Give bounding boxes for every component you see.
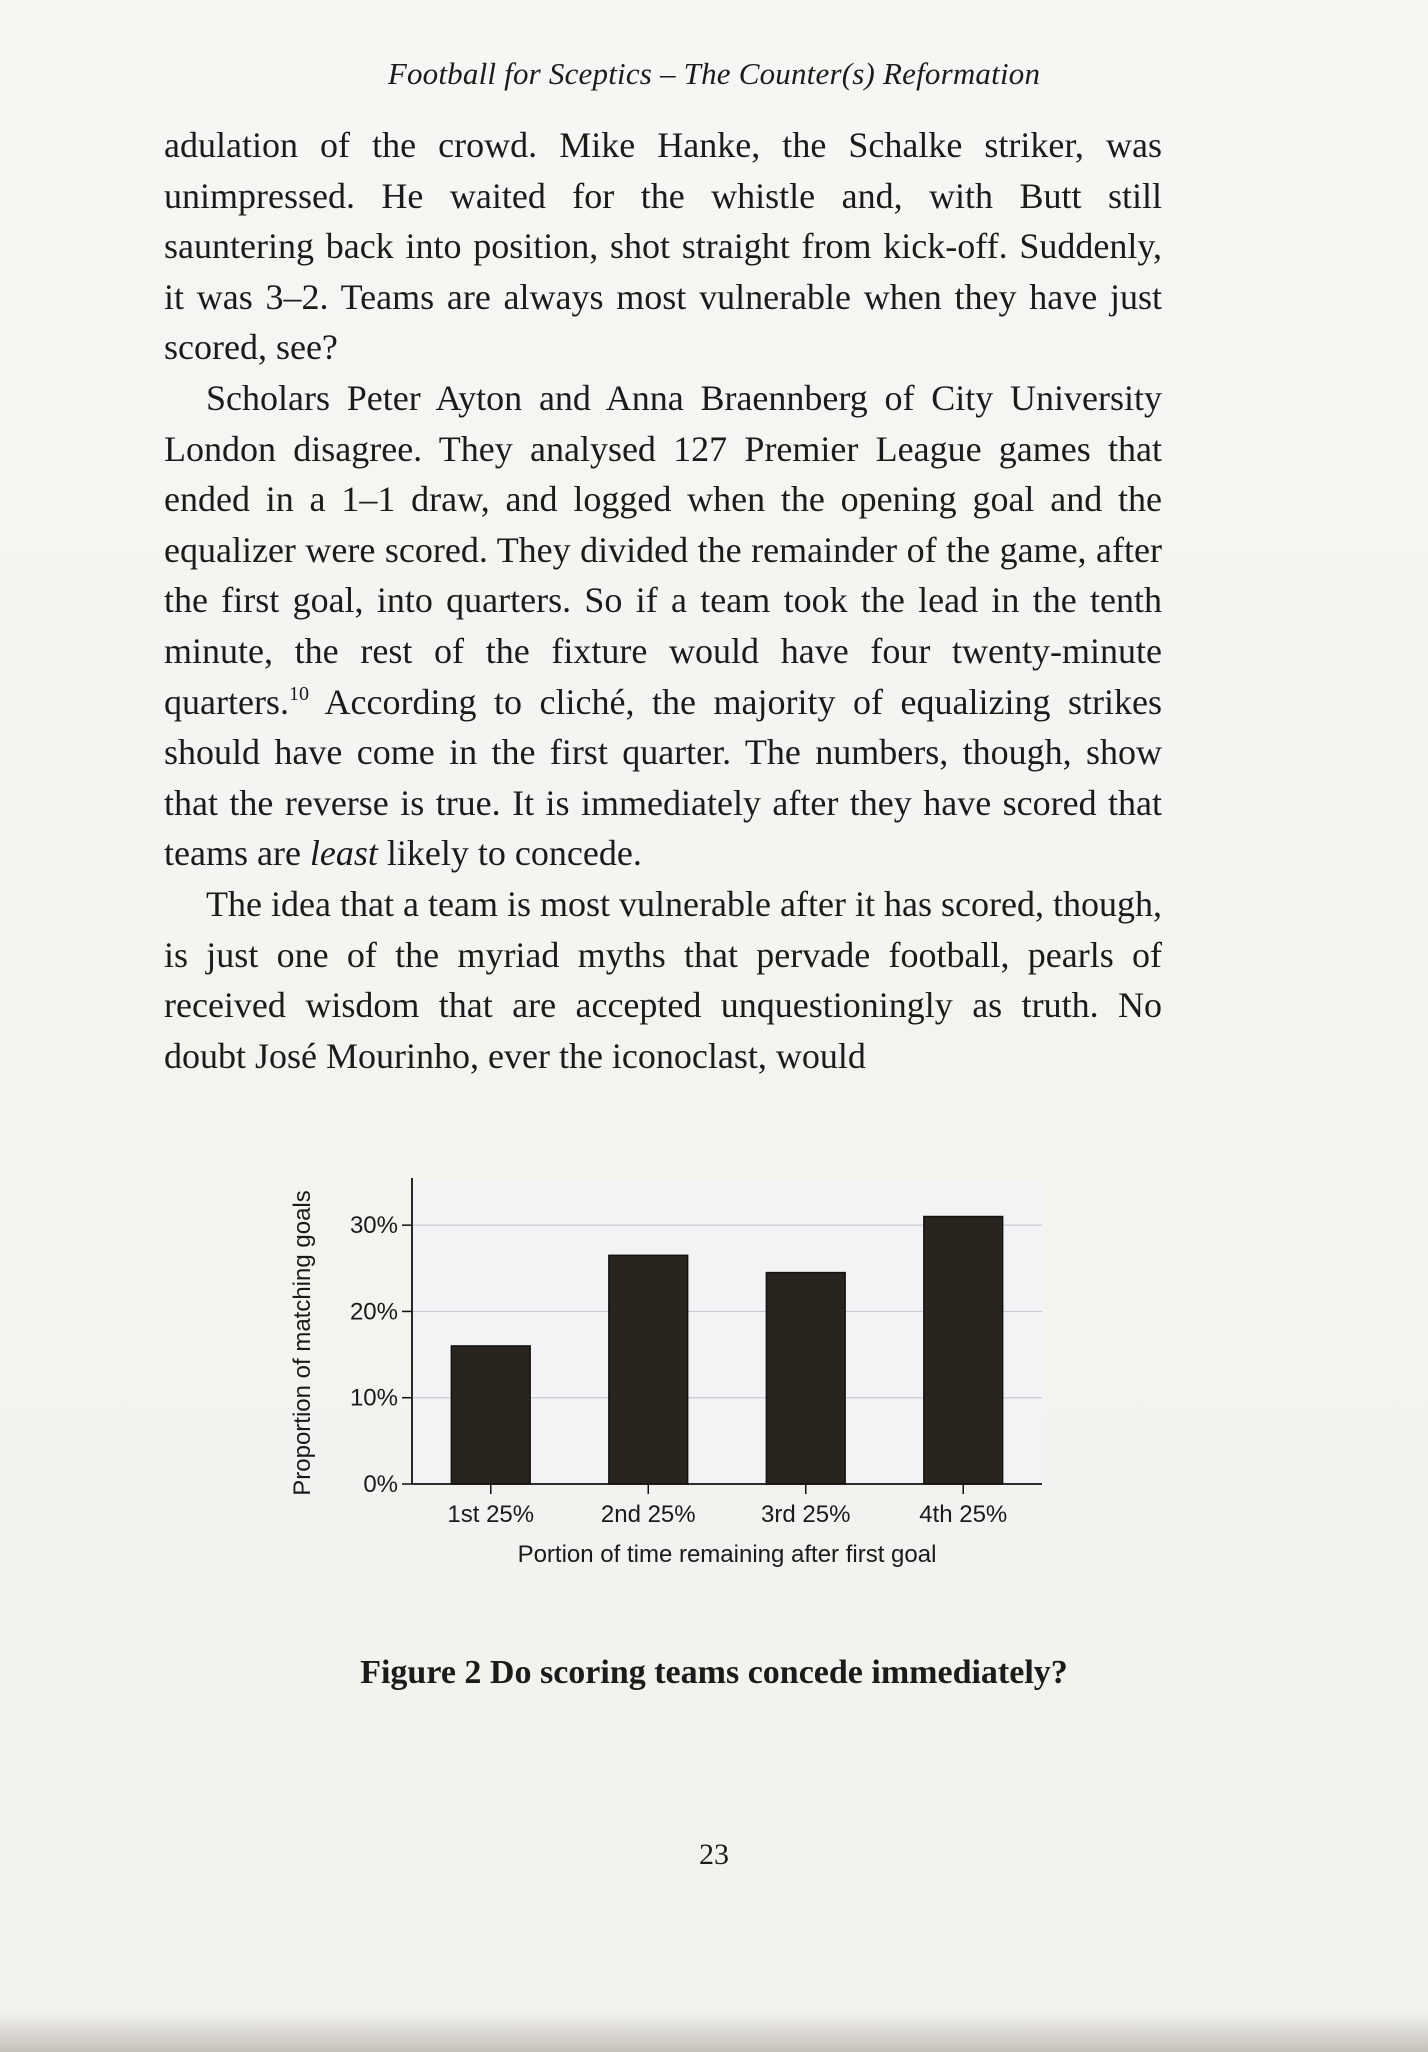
text-run: adulation of the crowd. Mike Hanke, the Schalke striker, was unimpressed. He waited for the whistle and, with Butt still sauntering back into position, shot straight from kick-off. Suddenly, it was 3–2. Teams are always most vulnerable when they have just scored, see? — [164, 125, 1162, 368]
paragraph-1 — [164, 120, 1162, 373]
footnote-ref: 10 — [288, 682, 309, 705]
figure-2 — [270, 1160, 1070, 1640]
x-tick-label: 2nd 25% — [600, 1501, 696, 1528]
y-tick-label: 10% — [349, 1384, 398, 1412]
figure-caption: Figure 2 Do scoring teams concede immediately? — [360, 1654, 1068, 1691]
emphasis: least — [309, 833, 378, 874]
x-tick-label: 1st 25% — [447, 1501, 535, 1528]
bar — [924, 1217, 1003, 1484]
paragraph-3 — [164, 879, 1162, 1081]
x-tick-label: 4th 25% — [919, 1501, 1008, 1528]
y-tick-label: 20% — [349, 1298, 398, 1326]
body-text — [164, 120, 1162, 1081]
y-tick-label: 0% — [363, 1471, 398, 1498]
x-tick-label: 3rd 25% — [761, 1501, 851, 1528]
bar — [609, 1255, 688, 1484]
text-run: Scholars Peter Ayton and Anna Braennberg of City University London disagree. They analysed 127 Premier League games that ended in a 1–1 draw, and logged when the opening goal and the equalizer were scored. They divided the remainder of the game, after the first goal, into quarters. So if a team took the lead in the tenth minute, the rest of the fixture would have four twenty-minute quarters. — [164, 377, 1162, 722]
x-axis-label: Portion of time remaining after first goal — [517, 1541, 937, 1568]
page-number: 23 — [699, 1838, 729, 1871]
text-run: According to cliché, the majority of equalizing strikes should have come in the first quarter. The numbers, though, show that the reverse is true. It is immediately after they have scored that teams are — [164, 681, 1162, 874]
text-run: The idea that a team is most vulnerable after it has scored, though, is just one of the myriad myths that pervade football, pearls of received wisdom that are accepted unquestioningly as truth. No doubt José Mourinho, ever the iconoclast, would — [164, 883, 1162, 1076]
y-tick-label: 30% — [349, 1212, 398, 1240]
y-axis-label: Proportion of matching goals — [289, 1190, 316, 1496]
bar-chart — [270, 1160, 1070, 1640]
text-run: likely to concede. — [377, 833, 642, 874]
paragraph-2 — [164, 373, 1162, 879]
running-head: Football for Sceptics – The Counter(s) Reformation — [387, 56, 1041, 91]
bar — [451, 1346, 530, 1484]
page-edge-shadow — [0, 2012, 1428, 2052]
bar — [766, 1273, 845, 1484]
